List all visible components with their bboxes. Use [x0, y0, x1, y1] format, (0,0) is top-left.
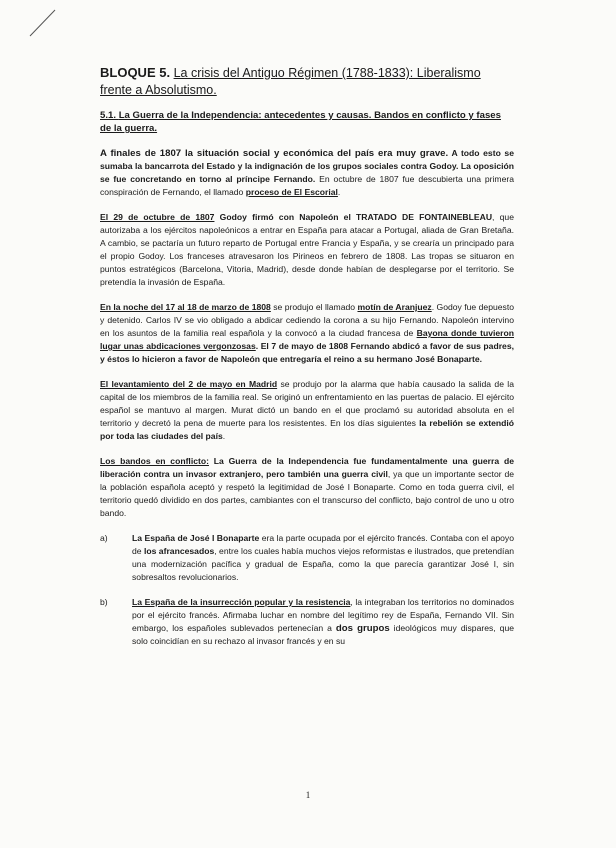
p3-s2: se produjo el llamado — [270, 302, 358, 312]
p3-s5: Bayona — [416, 328, 448, 338]
p5-s3: , ya que un importante sector de la población española aceptó y respetó la legitimidad de José I Bonaparte. Como en toda guerra civil, el territorio quedó dividido en dos partes, cambiantes con el transcurso del conflicto, bajo control de uno u otro bando. — [100, 469, 514, 518]
list-item-s4: ideológicos muy dispares — [389, 623, 494, 633]
paragraph-2 — [100, 211, 514, 289]
p5-s1: Los bandos en conflicto: — [100, 456, 209, 466]
list-item — [100, 596, 514, 648]
list-item-s5: , que solo coincidían en su rechazo al invasor francés y en su — [132, 623, 514, 646]
p3-s1: En la noche del 17 al 18 de marzo de 1808 — [100, 302, 271, 312]
p2-s1: El 29 de octubre de 1807 — [100, 212, 215, 222]
list-marker: a) — [100, 533, 108, 543]
section-title — [100, 109, 514, 135]
p4-s2: se produjo por la alarma que había causado la salida de la capital de los miembros de la familia real. Se originó un enfrentamiento en las puertas de palacio. El ejército español se mantuvo al margen. Murat dictó un bando en el que proclamó su autoridad absoluta en el territorio y decretó la pena de muerte para los resistentes. En los días siguientes — [100, 379, 514, 428]
p1-s1: A finales de 1807 la situación social y económica del país era muy grave. — [100, 148, 449, 159]
p5-s2: La Guerra de la Independencia fue fundamentalmente una guerra de liberación contra un invasor extranjero, pero también una guerra civil — [100, 456, 514, 479]
p3-s4: . Godoy fue depuesto y detenido. Carlos IV se vio obligado a abdicar cediendo la corona a su hijo Fernando. Napoleón intervino en los asuntos de la familia real española y la convocó a la ciudad francesa de — [100, 302, 514, 338]
p1-s4: proceso de El Escorial — [245, 187, 338, 197]
title-bloque: BLOQUE 5. — [100, 65, 171, 80]
title-text: La crisis del Antiguo Régimen (1788-1833): Liberalismo frente a Absolutismo. — [100, 66, 481, 97]
p2-s2: Godoy firmó con Napoleón el TRATADO DE FONTAINEBLEAU — [214, 212, 493, 222]
list-item-s1: La España de José I Bonaparte — [132, 533, 260, 543]
p3-s3: motín de Aranjuez — [357, 302, 432, 312]
p4-s3: la rebelión se extendió por toda las ciudades del país — [100, 418, 514, 441]
p2-s3: , que autorizaba a los ejércitos napoleónicos a entrar en España para atacar a Portugal, aliada de Gran Bretaña. A cambio, se pactaría un futuro reparto de Portugal entre Francia y España, y se crearía un principado para el propio Godoy. Los franceses atravesaron los Pirineos en febrero de 1808. Las tropas se situaron en puntos estratégicos (Barcelona, Vitoria, Madrid), desde donde habían de desplegarse por el territorio. Se pretendía la invasión de España. — [100, 212, 514, 287]
page-number: 1 — [305, 790, 311, 800]
list-item-s3: dos grupos — [335, 623, 390, 634]
paragraph-3 — [100, 301, 514, 366]
document-title — [100, 64, 514, 99]
paragraph-5 — [100, 455, 514, 520]
list-item-s2: era la parte ocupada por el ejército francés. Contaba con el apoyo de — [132, 533, 514, 556]
p3-s7: . El 7 de mayo de 1808 Fernando abdicó a favor de sus padres, y éstos lo hicieron a favor de Napoleón que entregaría el reino a su hermano José Bonaparte. — [100, 341, 515, 364]
section-number: 5.1. — [100, 110, 117, 121]
p1-s2: A todo esto se sumaba la bancarrota del Estado y la indignación de los grupos sociales contra Godoy. La oposición se fue concretando en torno al príncipe Fernando. — [100, 148, 514, 184]
pen-stroke-mark — [28, 8, 58, 38]
list-item — [100, 532, 514, 584]
document-page — [100, 64, 514, 660]
list-marker: b) — [100, 597, 108, 607]
paragraph-1 — [100, 147, 514, 199]
p1-s5: . — [337, 187, 341, 197]
p4-s4: . — [222, 431, 226, 441]
bandos-list — [100, 532, 514, 648]
p4-s1: El levantamiento del 2 de mayo en Madrid — [100, 379, 278, 389]
p1-s3: En octubre de 1807 fue descubierta una primera conspiración de Fernando, el llamado — [100, 174, 514, 197]
section-title-text: La Guerra de la Independencia: antecedentes y causas. Bandos en conflicto y fases de la guerra. — [100, 110, 501, 134]
list-item-s4: , entre los cuales había muchos viejos reformistas e ilustrados, que pretendían una modernización pacífica y gradual de España, como la que parecía garantizar José I, sin sobresaltos revolucionarios. — [132, 546, 515, 582]
list-item-s3: los afrancesados — [143, 546, 215, 556]
p3-s6: donde tuvieron lugar unas abdicaciones vergonzosas — [100, 328, 515, 351]
paragraph-4 — [100, 378, 514, 443]
list-item-s2: , la integraban los territorios no dominados por el ejército francés. Afirmaba luchar en nombre del legítimo rey de España, Fernando VII. Sin embargo, los españoles sublevados pertenecían a — [132, 597, 514, 633]
list-item-s1: La España de la insurrección popular y la resistencia — [132, 597, 351, 607]
